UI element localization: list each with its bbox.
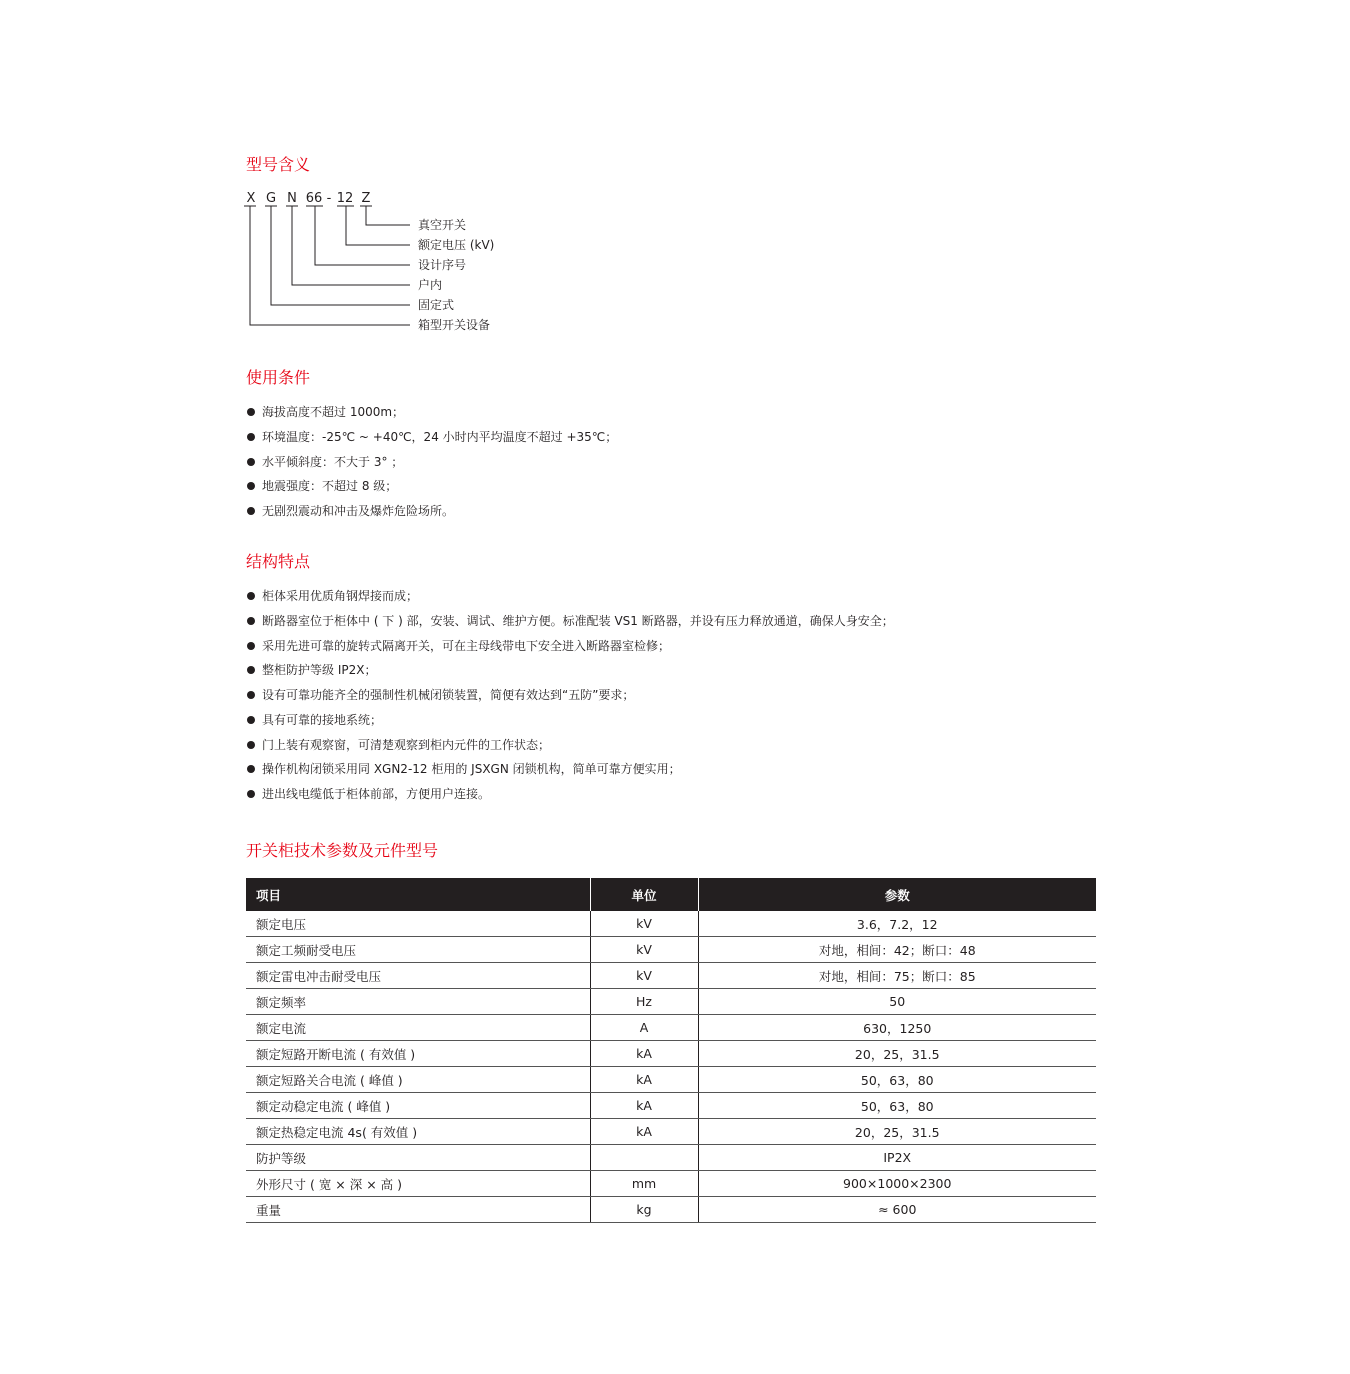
- cell-item: 额定电流: [246, 1015, 590, 1041]
- code-letter-z: Z: [361, 191, 371, 206]
- cell-unit: kV: [590, 911, 698, 937]
- cell-value: 50: [698, 989, 1096, 1015]
- bullet-icon: [247, 790, 255, 798]
- cell-item: 额定热稳定电流 4s( 有效值 ): [246, 1119, 590, 1145]
- bullet-icon: [247, 458, 255, 466]
- bullet-icon: [247, 408, 255, 416]
- meaning-indoor: 户内: [418, 278, 443, 292]
- bullet-icon: [247, 741, 255, 749]
- cell-item: 外形尺寸 ( 宽 × 深 × 高 ): [246, 1171, 590, 1197]
- cell-value: IP2X: [698, 1145, 1096, 1171]
- list-item: 门上装有观察窗，可清楚观察到柜内元件的工作状态；: [246, 737, 894, 762]
- cell-item: 额定短路关合电流 ( 峰值 ): [246, 1067, 590, 1093]
- code-dash: -: [326, 191, 332, 206]
- table-row: [246, 1093, 1096, 1119]
- list-item: 采用先进可靠的旋转式隔离开关，可在主母线带电下安全进入断路器室检修；: [246, 638, 894, 663]
- bullet-icon: [247, 617, 255, 625]
- header-item: 项目: [246, 878, 590, 911]
- bullet-icon: [247, 642, 255, 650]
- list-item: 海拔高度不超过 1000m；: [246, 404, 617, 429]
- cell-unit: kV: [590, 963, 698, 989]
- cell-unit: kA: [590, 1093, 698, 1119]
- table-row: [246, 1015, 1096, 1041]
- section-title-params: 开关柜技术参数及元件型号: [246, 841, 439, 860]
- conditions-list: [246, 404, 617, 528]
- cell-value: 50，63，80: [698, 1093, 1096, 1119]
- cell-unit: [590, 1145, 698, 1171]
- bullet-icon: [247, 765, 255, 773]
- header-unit: 单位: [590, 878, 698, 911]
- bullet-icon: [247, 716, 255, 724]
- list-item: 断路器室位于柜体中 ( 下 ) 部，安装、调试、维护方便。标准配装 VS1 断路器，并设有压力释放通道，确保人身安全；: [246, 613, 894, 638]
- bullet-icon: [247, 691, 255, 699]
- list-item: 柜体采用优质角钢焊接而成；: [246, 588, 894, 613]
- cell-unit: A: [590, 1015, 698, 1041]
- table-row: [246, 937, 1096, 963]
- cell-item: 额定工频耐受电压: [246, 937, 590, 963]
- list-item: 环境温度：-25℃ ~ +40℃，24 小时内平均温度不超过 +35℃；: [246, 429, 617, 454]
- table-row: [246, 963, 1096, 989]
- bullet-icon: [247, 433, 255, 441]
- code-voltage: 12: [336, 191, 354, 206]
- list-item: 无剧烈震动和冲击及爆炸危险场所。: [246, 503, 617, 528]
- list-item: 进出线电缆低于柜体前部，方便用户连接。: [246, 786, 894, 811]
- cell-value: 对地，相间：42；断口：48: [698, 937, 1096, 963]
- code-letter-g: G: [265, 191, 277, 206]
- header-value: 参数: [698, 878, 1096, 911]
- cell-value: 3.6，7.2，12: [698, 911, 1096, 937]
- table-row: [246, 1145, 1096, 1171]
- bullet-icon: [247, 507, 255, 515]
- table-row: [246, 1119, 1096, 1145]
- bullet-icon: [247, 666, 255, 674]
- code-letter-n: N: [287, 191, 297, 206]
- cell-unit: kA: [590, 1119, 698, 1145]
- cell-item: 额定动稳定电流 ( 峰值 ): [246, 1093, 590, 1119]
- list-item: 地震强度：不超过 8 级；: [246, 478, 617, 503]
- code-design-number: 66: [305, 191, 323, 206]
- code-letter-x: X: [246, 191, 256, 206]
- cell-unit: kA: [590, 1041, 698, 1067]
- list-item: 操作机构闭锁采用同 XGN2-12 柜用的 JSXGN 闭锁机构，简单可靠方便实用；: [246, 761, 894, 786]
- list-item: 具有可靠的接地系统；: [246, 712, 894, 737]
- cell-item: 额定短路开断电流 ( 有效值 ): [246, 1041, 590, 1067]
- meaning-box-switchgear: 箱型开关设备: [418, 318, 491, 332]
- bullet-icon: [247, 482, 255, 490]
- section-title-conditions: 使用条件: [246, 368, 311, 387]
- section-title-features: 结构特点: [246, 552, 311, 571]
- table-row: [246, 911, 1096, 937]
- table-header-row: [246, 878, 1096, 911]
- cell-unit: kg: [590, 1197, 698, 1223]
- meaning-rated-voltage: 额定电压 (kV): [418, 238, 495, 252]
- meaning-fixed: 固定式: [418, 298, 455, 312]
- cell-unit: mm: [590, 1171, 698, 1197]
- cell-value: 630，1250: [698, 1015, 1096, 1041]
- cell-item: 防护等级: [246, 1145, 590, 1171]
- table-row: [246, 989, 1096, 1015]
- cell-item: 额定雷电冲击耐受电压: [246, 963, 590, 989]
- cell-item: 额定电压: [246, 911, 590, 937]
- cell-item: 额定频率: [246, 989, 590, 1015]
- list-item: 设有可靠功能齐全的强制性机械闭锁装置，简便有效达到“五防”要求；: [246, 687, 894, 712]
- meaning-vacuum-switch: 真空开关: [418, 218, 467, 232]
- cell-unit: kA: [590, 1067, 698, 1093]
- table-row: [246, 1171, 1096, 1197]
- bullet-icon: [247, 592, 255, 600]
- cell-value: 50，63，80: [698, 1067, 1096, 1093]
- cell-unit: Hz: [590, 989, 698, 1015]
- cell-item: 重量: [246, 1197, 590, 1223]
- cell-value: 对地，相间：75；断口：85: [698, 963, 1096, 989]
- list-item: 整柜防护等级 IP2X；: [246, 662, 894, 687]
- cell-value: 900×1000×2300: [698, 1171, 1096, 1197]
- section-title-model: 型号含义: [246, 155, 311, 174]
- table-row: [246, 1041, 1096, 1067]
- cell-value: 20，25，31.5: [698, 1119, 1096, 1145]
- meaning-design-number: 设计序号: [418, 258, 467, 272]
- table-row: [246, 1067, 1096, 1093]
- cell-unit: kV: [590, 937, 698, 963]
- features-list: [246, 588, 894, 811]
- cell-value: 20，25，31.5: [698, 1041, 1096, 1067]
- cell-value: ≈ 600: [698, 1197, 1096, 1223]
- list-item: 水平倾斜度：不大于 3° ；: [246, 454, 617, 479]
- spec-table: [246, 878, 1096, 1223]
- model-code-connector-lines: [240, 205, 420, 327]
- table-row: [246, 1197, 1096, 1223]
